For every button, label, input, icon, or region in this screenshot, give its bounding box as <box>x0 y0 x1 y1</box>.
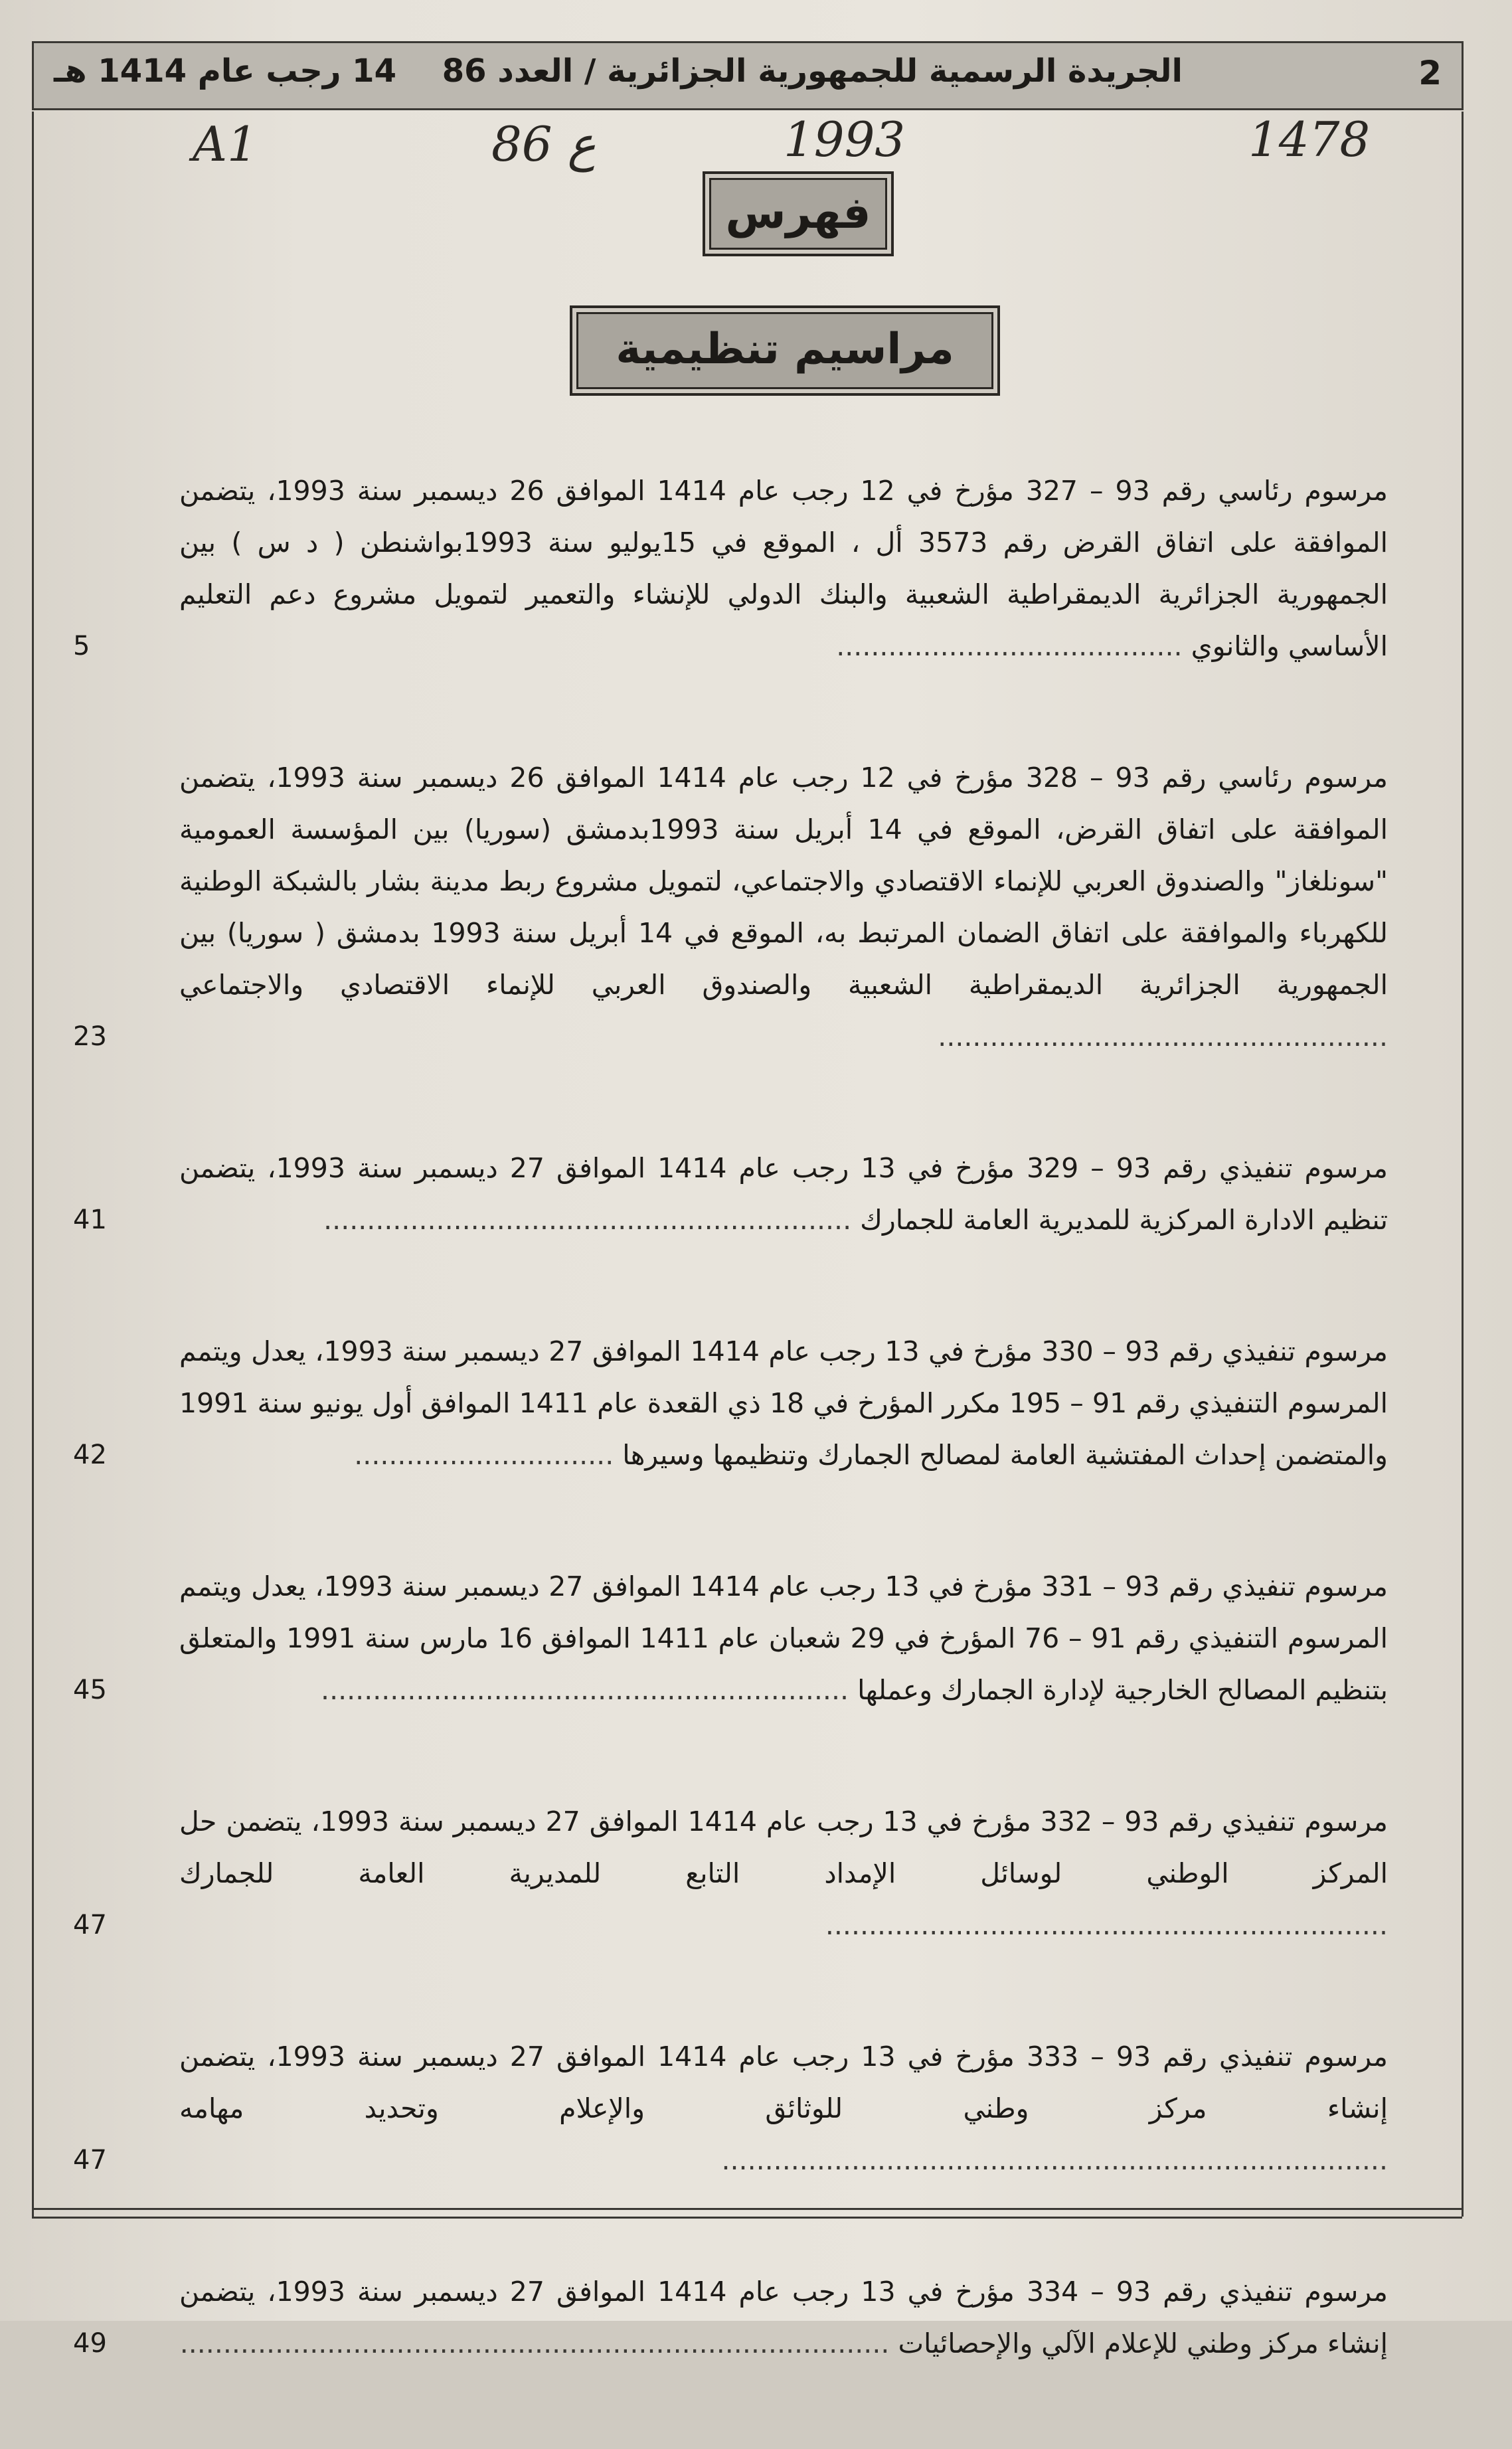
entry-page: 47 <box>73 1910 107 1940</box>
toc-entry[interactable] <box>73 1796 1388 1951</box>
index-title: فهرس <box>725 187 871 238</box>
annotation-year: 1993 <box>784 112 906 167</box>
entry-text: مرسوم تنفيذي رقم 93 – 329 مؤرخ في 13 رجب عام 1414 الموافق 27 ديسمبر سنة 1993، يتضمن تنظيم الادارة المركزية للمديرية العامة للجمارك <box>179 1152 1388 1236</box>
section-title-box <box>570 305 1000 396</box>
leader-dots: ........................................ <box>836 630 1183 662</box>
section-title: مراسيم تنظيمية <box>616 325 954 374</box>
toc-entry[interactable] <box>73 752 1388 1062</box>
leader-dots: ............................................................................. <box>721 2144 1388 2176</box>
toc-entries <box>73 465 1388 2449</box>
entry-page: 23 <box>73 1021 107 1052</box>
leader-dots: ............................................................. <box>321 1674 849 1706</box>
entry-text: مرسوم تنفيذي رقم 93 – 332 مؤرخ في 13 رجب عام 1414 الموافق 27 ديسمبر سنة 1993، يتضمن حل المركز الوطني لوسائل الإمداد التابع للمديرية العامة للجمارك <box>179 1806 1388 1889</box>
entry-page: 5 <box>73 631 90 661</box>
entry-page: 49 <box>73 2328 107 2359</box>
leader-dots: .............................. <box>354 1439 614 1471</box>
toc-entry[interactable] <box>73 1561 1388 1716</box>
entry-page: 41 <box>73 1205 107 1235</box>
entry-text: مرسوم تنفيذي رقم 93 – 331 مؤرخ في 13 رجب عام 1414 الموافق 27 ديسمبر سنة 1993، يعدل ويتمم المرسوم التنفيذي رقم 91 – 76 المؤرخ في 29 شعبان عام 1411 الموافق 16 مارس سنة 1991 والمتعلق بتنظيم المصالح الخارجية لإدارة الجمارك وعملها <box>179 1570 1388 1706</box>
leader-dots: .................................................... <box>938 1021 1388 1053</box>
gazette-title: الجريدة الرسمية للجمهورية الجزائرية / العدد 86 <box>442 52 1183 90</box>
entry-text: مرسوم رئاسي رقم 93 – 327 مؤرخ في 12 رجب عام 1414 الموافق 26 ديسمبر سنة 1993، يتضمن الموافقة على اتفاق القرض رقم 3573 أل ، الموقع في 15يوليو سنة 1993بواشنطن ( د س ) بين الجمهورية الجزائرية الديمقراطية الشعبية والبنك الدولي للإنشاء والتعمير لتمويل مشروع دعم التعليم الأساسي والثانوي <box>179 475 1388 662</box>
entry-text: مرسوم تنفيذي رقم 93 – 334 مؤرخ في 13 رجب عام 1414 الموافق 27 ديسمبر سنة 1993، يتضمن إنشاء مركز وطني للإعلام الآلي والإحصائيات <box>179 2276 1388 2359</box>
toc-entry[interactable] <box>73 2031 1388 2186</box>
toc-entry[interactable] <box>73 1142 1388 1246</box>
toc-entry[interactable] <box>73 465 1388 672</box>
entry-page: 45 <box>73 1675 107 1705</box>
page-number: 2 <box>1418 54 1442 92</box>
leader-dots: .................................................................................. <box>179 2327 890 2359</box>
running-header <box>32 41 1464 110</box>
entry-page: 42 <box>73 1440 107 1470</box>
entry-text: مرسوم رئاسي رقم 93 – 328 مؤرخ في 12 رجب عام 1414 الموافق 26 ديسمبر سنة 1993، يتضمن الموافقة على اتفاق القرض، الموقع في 14 أبريل سنة 1993بدمشق (سوريا) بين المؤسسة العمومية "سونلغاز" والصندوق العربي للإنماء الاقتصادي والاجتماعي، لتمويل مشروع ربط مدينة بشار بالشبكة الوطنية للكهرباء والموافقة على اتفاق الضمان المرتبط به، الموقع في 14 أبريل سنة 1993 بدمشق ( سوريا) بين الجمهورية الجزائرية الديمقراطية الشعبية والصندوق العربي للإنماء الاقتصادي والاجتماعي <box>179 762 1388 1001</box>
entry-text: مرسوم تنفيذي رقم 93 – 330 مؤرخ في 13 رجب عام 1414 الموافق 27 ديسمبر سنة 1993، يعدل ويتمم المرسوم التنفيذي رقم 91 – 195 مكرر المؤرخ في 18 ذي القعدة عام 1411 الموافق أول يونيو سنة 1991 والمتضمن إحداث المفتشية العامة لمصالح الجمارك وتنظيمها وسيرها <box>179 1335 1388 1471</box>
toc-entry[interactable] <box>73 1325 1388 1481</box>
index-title-box <box>703 171 894 256</box>
annotation-issue: 86 ع <box>491 116 596 172</box>
entry-page: 47 <box>73 2145 107 2175</box>
leader-dots: ................................................................. <box>825 1909 1388 1941</box>
hijri-date: 14 رجب عام 1414 هـ <box>54 52 396 90</box>
annotation-left: A1 <box>193 116 258 172</box>
annotation-right: 1478 <box>1248 112 1371 167</box>
toc-entry[interactable] <box>73 2266 1388 2369</box>
leader-dots: ............................................................. <box>323 1204 852 1236</box>
entry-text: مرسوم تنفيذي رقم 93 – 333 مؤرخ في 13 رجب عام 1414 الموافق 27 ديسمبر سنة 1993، يتضمن إنشاء مركز وطني للوثائق والإعلام وتحديد مهامه <box>179 2041 1388 2124</box>
